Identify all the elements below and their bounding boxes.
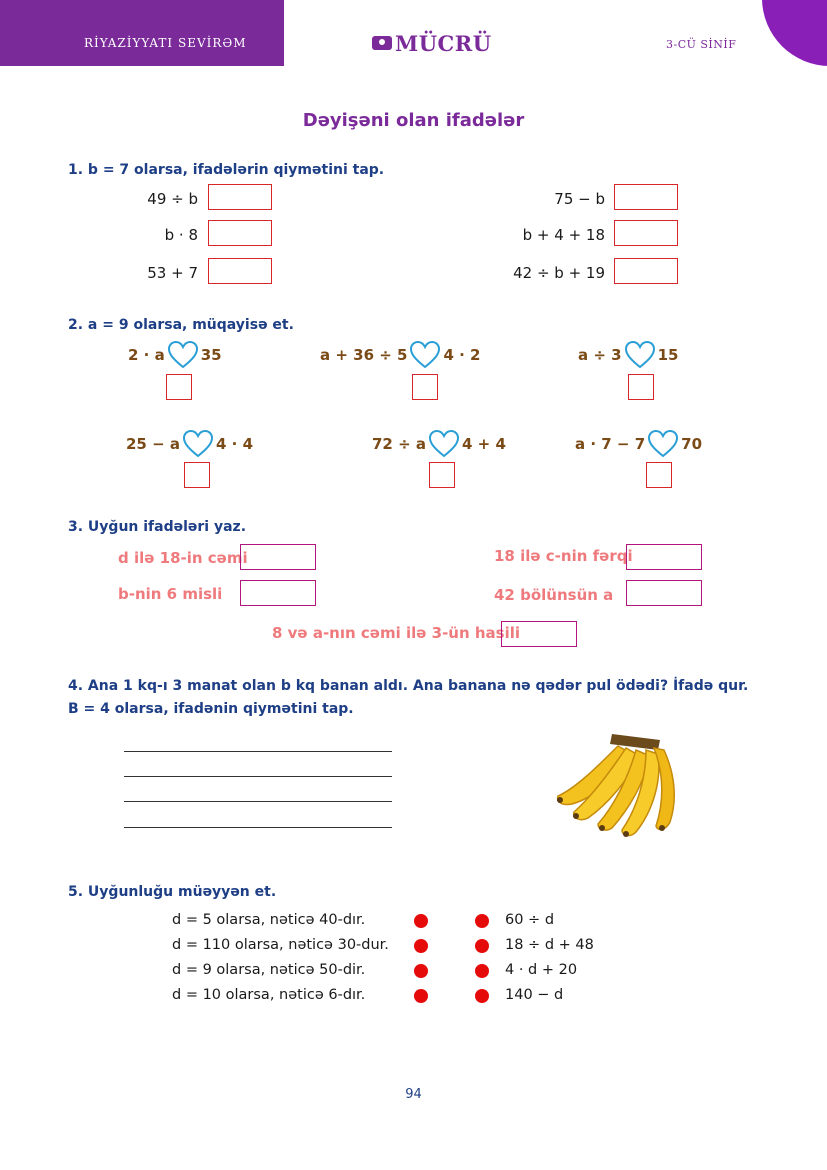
q3-phrase: 42 bölünsün a xyxy=(494,586,614,604)
q5-condition: d = 5 olarsa, nəticə 40-dır. xyxy=(172,912,366,928)
q1-answer-box[interactable] xyxy=(614,220,678,246)
q3-answer-box[interactable] xyxy=(240,580,316,606)
answer-line[interactable] xyxy=(124,827,392,828)
heart-icon xyxy=(182,429,214,459)
match-dot-right[interactable] xyxy=(475,914,489,928)
q2-left: a · 7 − 7 xyxy=(575,435,646,453)
q2-left: 25 − a xyxy=(126,435,181,453)
q1-left-expr: 49 ÷ b xyxy=(147,190,198,208)
match-dot-right[interactable] xyxy=(475,989,489,1003)
q1-title: 1. b = 7 olarsa, ifadələrin qiymətini tap. xyxy=(68,162,385,178)
q2-left: 2 · a xyxy=(128,346,165,364)
match-dot-left[interactable] xyxy=(414,914,428,928)
q1-right-expr: b + 4 + 18 xyxy=(522,226,605,244)
q2-right: 35 xyxy=(200,346,222,364)
page-title: Dəyişəni olan ifadələr xyxy=(302,110,525,131)
q2-left: a + 36 ÷ 5 xyxy=(320,346,408,364)
q1-answer-box[interactable] xyxy=(208,184,272,210)
q5-condition: d = 110 olarsa, nəticə 30-dur. xyxy=(172,937,389,953)
q2-comparison xyxy=(320,340,481,370)
q2-left: 72 ÷ a xyxy=(372,435,427,453)
heart-icon xyxy=(167,340,199,370)
q2-right: 4 + 4 xyxy=(462,435,506,453)
match-dot-right[interactable] xyxy=(475,939,489,953)
q3-phrase: d ilə 18-in cəmi xyxy=(118,549,248,567)
q3-answer-box[interactable] xyxy=(501,621,577,647)
q2-answer-box[interactable] xyxy=(412,374,438,400)
q2-right: 15 xyxy=(657,346,679,364)
q3-phrase: b-nin 6 misli xyxy=(118,585,223,603)
q3-title: 3. Uyğun ifadələri yaz. xyxy=(68,519,247,535)
q5-expression: 140 − d xyxy=(505,987,564,1003)
match-dot-right[interactable] xyxy=(475,964,489,978)
header-band xyxy=(0,0,284,66)
q2-comparison xyxy=(578,340,678,370)
q1-answer-box[interactable] xyxy=(614,184,678,210)
header-grade: 3-CÜ SİNİF xyxy=(666,38,737,51)
corner-decoration xyxy=(762,0,827,66)
q2-answer-box[interactable] xyxy=(166,374,192,400)
publisher-logo xyxy=(372,28,492,58)
q3-answer-box[interactable] xyxy=(240,544,316,570)
match-dot-left[interactable] xyxy=(414,989,428,1003)
q1-right-expr: 42 ÷ b + 19 xyxy=(513,264,605,282)
q3-phrase: 8 və a-nın cəmi ilə 3-ün hasili xyxy=(272,624,521,642)
match-dot-left[interactable] xyxy=(414,964,428,978)
q1-answer-box[interactable] xyxy=(208,220,272,246)
q5-condition: d = 9 olarsa, nəticə 50-dir. xyxy=(172,962,366,978)
q2-left: a ÷ 3 xyxy=(578,346,622,364)
q2-answer-box[interactable] xyxy=(184,462,210,488)
q5-expression: 18 ÷ d + 48 xyxy=(505,937,594,953)
page-number: 94 xyxy=(405,1087,422,1102)
q2-right: 4 · 4 xyxy=(216,435,254,453)
q2-answer-box[interactable] xyxy=(429,462,455,488)
q4-problem: 4. Ana 1 kq-ı 3 manat olan b kq banan aldı. Ana banana nə qədər pul ödədi? İfadə qur. xyxy=(68,678,749,694)
heart-icon xyxy=(409,340,441,370)
logo-text: MÜCRÜ xyxy=(395,30,492,56)
match-dot-left[interactable] xyxy=(414,939,428,953)
heart-icon xyxy=(624,340,656,370)
answer-line[interactable] xyxy=(124,776,392,777)
q2-comparison xyxy=(128,340,222,370)
banana-illustration xyxy=(548,726,688,840)
heart-icon xyxy=(428,429,460,459)
q5-title: 5. Uyğunluğu müəyyən et. xyxy=(68,884,277,900)
q4-subtask: B = 4 olarsa, ifadənin qiymətini tap. xyxy=(68,701,354,717)
q5-expression: 4 · d + 20 xyxy=(505,962,578,978)
q1-left-expr: b · 8 xyxy=(164,226,198,244)
header-book-title: RİYAZİYYATI SEVİRƏM xyxy=(84,36,247,50)
q2-answer-box[interactable] xyxy=(628,374,654,400)
q5-condition: d = 10 olarsa, nəticə 6-dır. xyxy=(172,987,366,1003)
q2-answer-box[interactable] xyxy=(646,462,672,488)
q3-answer-box[interactable] xyxy=(626,580,702,606)
q2-comparison xyxy=(372,429,506,459)
q2-title: 2. a = 9 olarsa, müqayisə et. xyxy=(68,317,294,333)
q2-comparison xyxy=(126,429,253,459)
q5-expression: 60 ÷ d xyxy=(505,912,555,928)
answer-line[interactable] xyxy=(124,751,392,752)
q3-phrase: 18 ilə c-nin fərqi xyxy=(494,547,633,565)
answer-line[interactable] xyxy=(124,801,392,802)
q1-answer-box[interactable] xyxy=(208,258,272,284)
q1-right-expr: 75 − b xyxy=(554,190,605,208)
heart-icon xyxy=(647,429,679,459)
q2-right: 4 · 2 xyxy=(443,346,481,364)
q1-answer-box[interactable] xyxy=(614,258,678,284)
q2-right: 70 xyxy=(681,435,703,453)
q2-comparison xyxy=(575,429,702,459)
q3-answer-box[interactable] xyxy=(626,544,702,570)
q1-left-expr: 53 + 7 xyxy=(147,264,198,282)
logo-icon xyxy=(372,36,392,50)
